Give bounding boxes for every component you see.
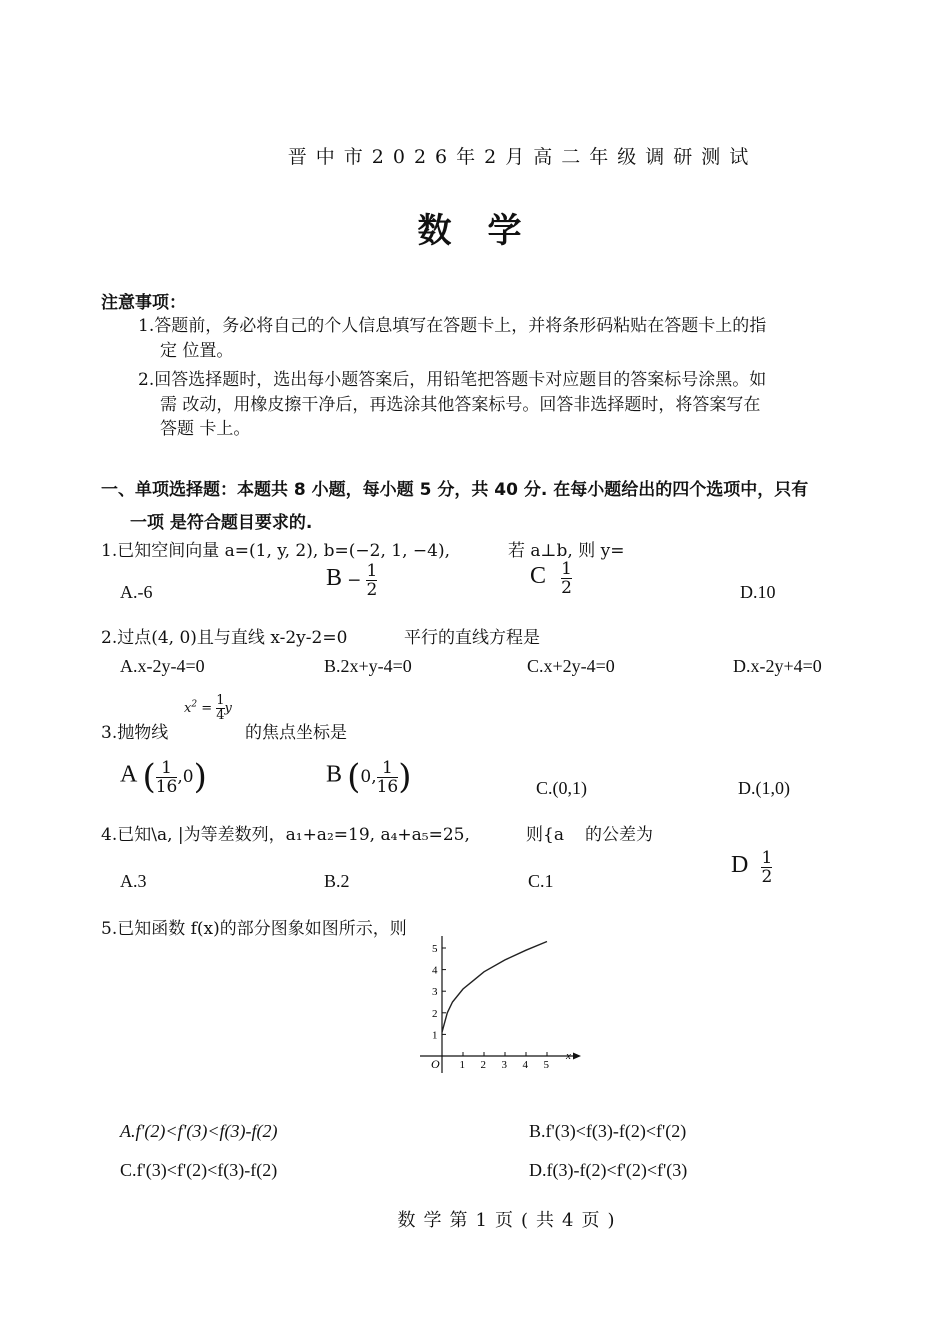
q1-option-c-letter: C xyxy=(530,563,547,589)
notice-item-1-line-1: 1.答题前，务必将自己的个人信息填写在答题卡上，并将条形码粘贴在答题卡上的指 xyxy=(138,316,767,336)
origin-label: O xyxy=(431,1057,440,1071)
subject-title: 数学 xyxy=(417,211,558,251)
q2-option-c: C.x+2y-4=0 xyxy=(527,656,615,676)
x-axis-arrow xyxy=(573,1053,581,1060)
q3-equation xyxy=(184,694,232,723)
q1-option-b-numerator: 1 xyxy=(366,561,378,581)
exam-header: 晋中市2026年2月高二年级调研测试 xyxy=(287,146,758,168)
q4-option-d xyxy=(731,849,772,886)
notice-item-1-line-2: 定 位置。 xyxy=(160,341,234,361)
q1-stem-b: 若 a⊥b, 则 y= xyxy=(508,541,625,561)
x-tick-label: 3 xyxy=(501,1059,507,1071)
q1-option-b-fraction xyxy=(366,562,377,599)
y-tick-label: 2 xyxy=(432,1007,438,1020)
q4-option-d-fraction xyxy=(761,849,772,886)
q5-option-b: B.f'(3)<f(3)-f(2)<f'(2) xyxy=(529,1121,687,1141)
q3-option-d: D.(1,0) xyxy=(738,778,790,798)
x-axis-label: x xyxy=(566,1050,571,1062)
notice-item-2-line-1: 2.回答选择题时，选出每小题答案后，用铅笔把答题卡对应题目的答案标号涂黑。如 xyxy=(138,370,767,390)
q4-option-a: A.3 xyxy=(120,871,147,891)
q2-option-b: B.2x+y-4=0 xyxy=(324,656,412,676)
q3-option-a-numerator: 1 xyxy=(161,757,172,778)
q1-option-c-denominator: 2 xyxy=(561,578,572,598)
q3-option-b-numerator: 1 xyxy=(382,757,393,778)
q3-eq-equals: = xyxy=(201,701,213,716)
q1-stem-a: 1.已知空间向量 a=(1, y, 2), b=(−2, 1, −4), xyxy=(101,541,451,561)
notice-item-2-line-2: 需 改动，用橡皮擦干净后，再选涂其他答案标号。回答非选择题时，将答案写在 xyxy=(160,395,761,415)
q4-option-d-numerator: 1 xyxy=(761,848,773,868)
notice-item-2-line-3: 答题 卡上。 xyxy=(160,419,251,439)
q3-option-b-letter: B xyxy=(326,761,343,788)
q1-option-b-denominator: 2 xyxy=(366,580,378,600)
section-line-1: 一、单项选择题：本题共 8 小题，每小题 5 分，共 40 分. 在每小题给出的四个选项中，只有 xyxy=(101,480,809,500)
q3-option-a-tail: ,0 xyxy=(177,767,194,787)
function-graph xyxy=(415,930,585,1078)
q1-option-c-numerator: 1 xyxy=(561,559,572,579)
function-curve xyxy=(442,942,547,1033)
y-tick-label: 3 xyxy=(432,986,438,999)
q5-option-a: A.f'(2)<f'(3)<f(3)-f(2) xyxy=(120,1121,278,1141)
q3-option-a-denominator: 16 xyxy=(155,776,178,797)
q3-option-a-letter: A xyxy=(120,761,138,788)
q3-stem-b: 的焦点坐标是 xyxy=(245,723,347,743)
q3-option-c: C.(0,1) xyxy=(536,778,587,798)
q5-stem: 5.已知函数 f(x)的部分图象如图所示，则 xyxy=(101,919,407,939)
q2-stem-b: 平行的直线方程是 xyxy=(404,628,540,648)
q5-option-c: C.f'(3)<f'(2)<f(3)-f(2) xyxy=(120,1160,278,1180)
q2-option-d: D.x-2y+4=0 xyxy=(733,656,822,676)
x-tick-label: 2 xyxy=(480,1059,486,1071)
q3-eq-var: y xyxy=(224,701,232,716)
q3-eq-numerator: 1 xyxy=(216,693,225,708)
section-line-2: 一项 是符合题目要求的. xyxy=(130,513,313,533)
q2-stem-a: 2.过点(4, 0)且与直线 x-2y-2=0 xyxy=(101,628,348,648)
q3-option-b-denominator: 16 xyxy=(376,776,399,797)
x-tick-label: 1 xyxy=(459,1059,465,1071)
q3-eq-fraction xyxy=(216,694,224,723)
q3-eq-sup: 2 xyxy=(191,699,198,710)
page-footer: 数学第1页(共4页) xyxy=(397,1210,623,1231)
q1-option-a: A.-6 xyxy=(120,582,153,602)
q1-option-c-fraction xyxy=(561,560,572,597)
q1-option-b-letter: B xyxy=(326,565,343,591)
y-tick-label: 5 xyxy=(432,943,438,955)
q4-option-d-letter: D xyxy=(731,852,749,878)
q3-eq-lhs: x xyxy=(184,701,192,716)
q4-option-b: B.2 xyxy=(324,871,350,891)
x-tick-label: 4 xyxy=(522,1059,528,1071)
q1-option-d: D.10 xyxy=(740,582,776,602)
q3-option-a: A ( $\frac{1}{16}$ ,0) xyxy=(120,757,207,797)
q4-option-c: C.1 xyxy=(528,871,554,891)
q4-stem-a: 4.已知\a, |为等差数列，a₁+a₂=19, a₄+a₅=25, xyxy=(101,825,470,845)
q4-stem-b: 则{a xyxy=(526,825,564,845)
section-heading xyxy=(101,474,808,540)
q1-option-b-sign: − xyxy=(347,570,362,591)
q3-option-b-head: 0, xyxy=(360,767,377,787)
y-tick-label: 4 xyxy=(432,964,438,977)
q3-option-b: B (0, $\frac{1}{16}$ ) xyxy=(326,757,412,797)
x-tick-label: 5 xyxy=(543,1059,549,1071)
q5-option-d: D.f(3)-f(2)<f'(2)<f'(3) xyxy=(529,1160,688,1180)
q1-option-b xyxy=(326,562,377,599)
q2-option-a: A.x-2y-4=0 xyxy=(120,656,205,676)
q3-eq-denominator: 4 xyxy=(216,708,225,723)
q3-stem-a: 3.抛物线 xyxy=(101,723,169,743)
q1-option-c xyxy=(530,560,572,597)
q4-stem-c: 的公差为 xyxy=(585,825,653,845)
y-tick-label: 1 xyxy=(432,1029,438,1042)
q3-option-b-fraction xyxy=(377,759,399,796)
notice-title: 注意事项： xyxy=(101,293,186,313)
q3-option-a-fraction xyxy=(156,759,178,796)
q4-option-d-denominator: 2 xyxy=(761,867,773,887)
